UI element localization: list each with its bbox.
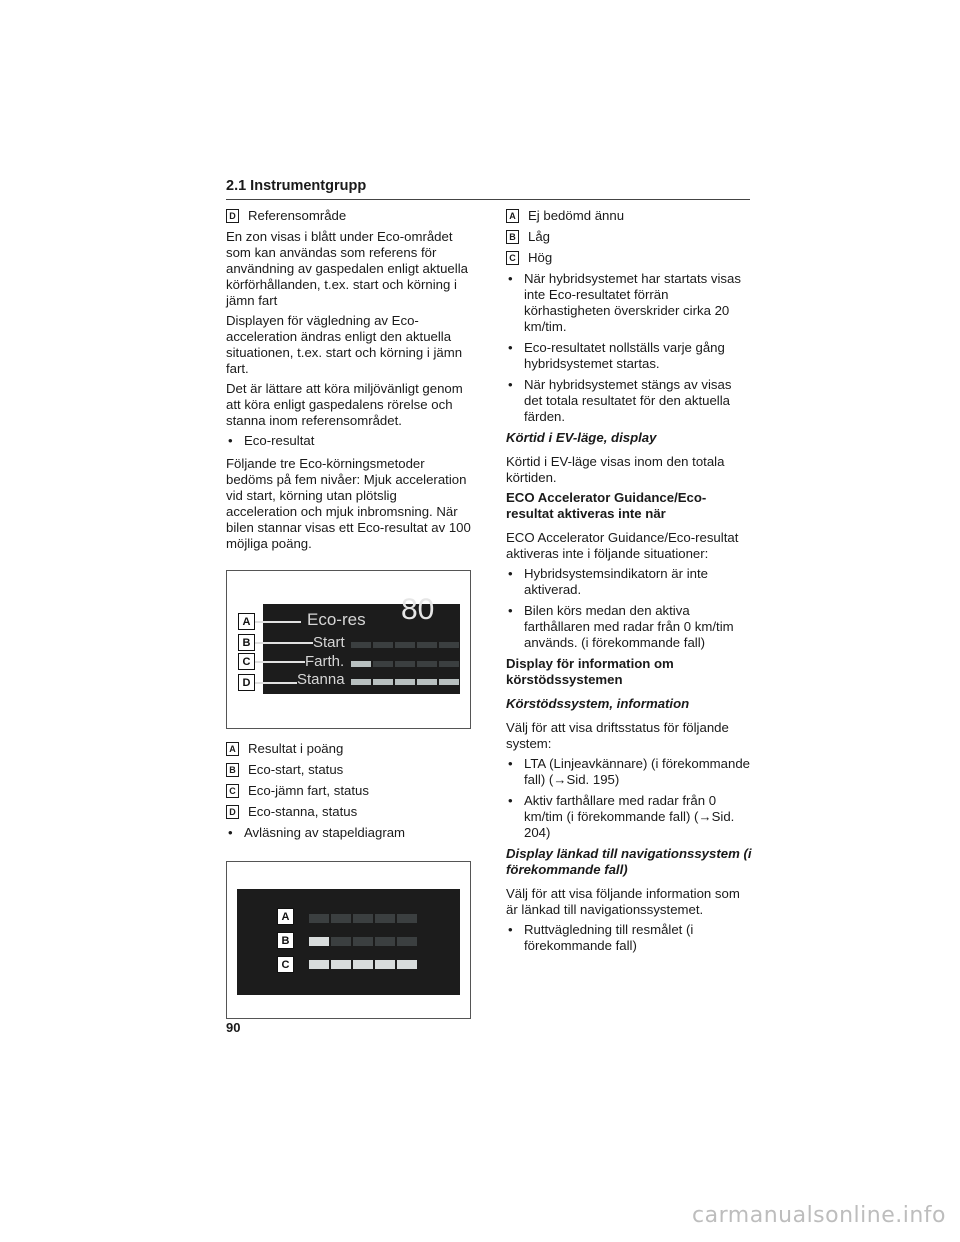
bar-row-c bbox=[309, 960, 417, 969]
legend-text: Låg bbox=[528, 229, 551, 244]
bar-segment bbox=[439, 642, 459, 648]
bullet-dot: • bbox=[508, 793, 513, 808]
legend-text: Eco-jämn fart, status bbox=[248, 783, 369, 798]
bullet-item bbox=[506, 271, 752, 335]
letter-box: B bbox=[226, 763, 239, 777]
bar-row-farth bbox=[351, 661, 459, 667]
bar-segment bbox=[439, 679, 459, 685]
paragraph: ECO Accelerator Guidance/Eco-resultat aktiveras inte i följande situationer: bbox=[506, 530, 739, 561]
bullet-dot: • bbox=[508, 271, 513, 286]
bar-segment bbox=[439, 661, 459, 667]
bar-segment bbox=[331, 937, 351, 946]
bar-segment bbox=[375, 937, 395, 946]
bullet-text: När hybridsystemet har startats visas inte Eco-resultatet förrän körhastigheten överskrider cirka 20 km/tim. bbox=[524, 271, 741, 334]
bar-segment bbox=[395, 642, 415, 648]
label-d-reference bbox=[226, 208, 471, 224]
row-label-stanna: Stanna bbox=[297, 671, 345, 688]
bar-segment bbox=[397, 960, 417, 969]
bar-row-b bbox=[309, 937, 417, 946]
bar-segment bbox=[353, 914, 373, 923]
letter-box: A bbox=[506, 209, 519, 223]
callout-line bbox=[253, 682, 297, 684]
bar-segment bbox=[309, 937, 329, 946]
callout-d: D bbox=[238, 674, 255, 691]
bar-segment bbox=[397, 937, 417, 946]
bar-segment bbox=[351, 642, 371, 648]
watermark: carmanualsonline.info bbox=[692, 1203, 946, 1228]
bar-segment bbox=[417, 642, 437, 648]
callout-c: C bbox=[238, 653, 255, 670]
bullet-item bbox=[506, 566, 752, 598]
callout-c: C bbox=[277, 956, 294, 973]
bullet-text: Eco-resultatet nollställs varje gång hybridsystemet startas. bbox=[524, 340, 725, 371]
callout-a: A bbox=[238, 613, 255, 630]
bullet-text: Eco-resultat bbox=[244, 433, 315, 448]
callout-a: A bbox=[277, 908, 294, 925]
bar-segment bbox=[375, 914, 395, 923]
right-column bbox=[506, 208, 752, 959]
callout-line bbox=[253, 642, 313, 644]
paragraph: En zon visas i blått under Eco-området som kan användas som referens för användning av gaspedalen enligt aktuella körförhållanden, t.ex. start och körning i jämn fart bbox=[226, 229, 468, 308]
paragraph: Displayen för vägledning av Eco-acceleration ändras enligt den aktuella situationen, t.ex. start och körning i jämn fart. bbox=[226, 313, 463, 376]
callout-line bbox=[253, 621, 301, 623]
bullet-text: Hybridsystemsindikatorn är inte aktiverad. bbox=[524, 566, 708, 597]
bullet-dot: • bbox=[508, 756, 513, 771]
bullet-text: Ruttvägledning till resmålet (i förekommande fall) bbox=[524, 922, 694, 953]
bar-chart-reading-figure bbox=[226, 861, 471, 1019]
bar-segment bbox=[331, 914, 351, 923]
bar-segment bbox=[395, 661, 415, 667]
legend-item bbox=[506, 229, 752, 245]
legend-item bbox=[226, 783, 471, 799]
legend-text: Eco-start, status bbox=[248, 762, 344, 777]
row-label-farth: Farth. bbox=[305, 653, 345, 670]
bar-segment bbox=[417, 661, 437, 667]
bullet-dot: • bbox=[228, 433, 233, 448]
bullet-item bbox=[506, 922, 752, 954]
label-text: Referensområde bbox=[248, 208, 347, 223]
bullet-item bbox=[506, 756, 752, 788]
left-column bbox=[226, 208, 471, 1019]
bullet-item bbox=[226, 825, 471, 841]
heading-driver-assist-display: Display för information om körstödssystemen bbox=[506, 656, 674, 687]
paragraph: Det är lättare att köra miljövänligt genom att köra enligt gaspedalens rörelse och stanna inom referensområdet. bbox=[226, 381, 463, 428]
legend-item bbox=[226, 762, 471, 778]
legend-item bbox=[226, 804, 471, 820]
paragraph: Välj för att visa följande information som är länkad till navigationssystemet. bbox=[506, 886, 740, 917]
bar-row-stanna bbox=[351, 679, 459, 685]
bar-row-a bbox=[309, 914, 417, 923]
legend-text: Resultat i poäng bbox=[248, 741, 344, 756]
bullet-text: LTA (Linjeavkännare) (i förekommande fall) (→Sid. 195) bbox=[524, 756, 751, 787]
callout-b: B bbox=[238, 634, 255, 651]
bar-segment bbox=[397, 914, 417, 923]
callout-line bbox=[253, 661, 305, 663]
bullet-item bbox=[506, 377, 752, 425]
heading-eco-not-active: ECO Accelerator Guidance/Eco-resultat aktiveras inte när bbox=[506, 490, 707, 521]
heading-navigation-display: Display länkad till navigationssystem (i förekommande fall) bbox=[506, 846, 752, 877]
eco-score: 80 bbox=[401, 593, 435, 626]
legend-item bbox=[506, 250, 752, 266]
bullet-item bbox=[506, 793, 752, 841]
bar-segment bbox=[351, 661, 371, 667]
letter-box: C bbox=[226, 784, 239, 798]
bar-segment bbox=[375, 960, 395, 969]
bar-segment bbox=[353, 960, 373, 969]
bar-segment bbox=[331, 960, 351, 969]
bullet-dot: • bbox=[508, 340, 513, 355]
paragraph: Följande tre Eco-körningsmetoder bedöms på fem nivåer: Mjuk acceleration vid start, körning utan plötslig acceleration och mjuk inbromsning. När bilen stannar visas ett Eco-resultat av 100 möjliga poäng. bbox=[226, 456, 471, 551]
letter-box: D bbox=[226, 805, 239, 819]
legend-item bbox=[226, 741, 471, 757]
bullet-dot: • bbox=[508, 922, 513, 937]
bar-segment bbox=[353, 937, 373, 946]
bullet-dot: • bbox=[508, 566, 513, 581]
legend-text: Ej bedömd ännu bbox=[528, 208, 625, 223]
bullet-item bbox=[506, 603, 752, 651]
letter-box: B bbox=[506, 230, 519, 244]
bullet-text: Bilen körs medan den aktiva farthållaren med radar från 0 km/tim används. (i förekommande fall) bbox=[524, 603, 734, 650]
page-number: 90 bbox=[226, 1020, 241, 1035]
bullet-item bbox=[506, 340, 752, 372]
bar-segment bbox=[417, 679, 437, 685]
bar-segment bbox=[373, 642, 393, 648]
bar-segment bbox=[395, 679, 415, 685]
paragraph: Välj för att visa driftsstatus för följande system: bbox=[506, 720, 729, 751]
bullet-item bbox=[226, 433, 471, 449]
bullet-text: När hybridsystemet stängs av visas det totala resultatet för den aktuella färden. bbox=[524, 377, 732, 424]
letter-box: D bbox=[226, 209, 239, 223]
bullet-dot: • bbox=[228, 825, 233, 840]
section-header: 2.1 Instrumentgrupp bbox=[226, 178, 750, 200]
paragraph: Körtid i EV-läge visas inom den totala körtiden. bbox=[506, 454, 725, 485]
legend-item bbox=[506, 208, 752, 224]
eco-res-title: Eco-res bbox=[307, 610, 366, 629]
bar-segment bbox=[373, 661, 393, 667]
heading-ev-time: Körtid i EV-läge, display bbox=[506, 430, 657, 445]
callout-b: B bbox=[277, 932, 294, 949]
letter-box: C bbox=[506, 251, 519, 265]
eco-result-figure bbox=[226, 570, 471, 729]
heading-driver-assist-info: Körstödssystem, information bbox=[506, 696, 690, 711]
row-label-start: Start bbox=[313, 634, 345, 651]
legend-text: Hög bbox=[528, 250, 553, 265]
bar-segment bbox=[309, 914, 329, 923]
bar-segment bbox=[351, 679, 371, 685]
bar-row-start bbox=[351, 642, 459, 648]
bar-segment bbox=[373, 679, 393, 685]
bullet-dot: • bbox=[508, 377, 513, 392]
legend-text: Eco-stanna, status bbox=[248, 804, 358, 819]
bullet-text: Aktiv farthållare med radar från 0 km/tim (i förekommande fall) (→Sid. 204) bbox=[524, 793, 735, 840]
bullet-dot: • bbox=[508, 603, 513, 618]
letter-box: A bbox=[226, 742, 239, 756]
bar-segment bbox=[309, 960, 329, 969]
bullet-text: Avläsning av stapeldiagram bbox=[244, 825, 406, 840]
